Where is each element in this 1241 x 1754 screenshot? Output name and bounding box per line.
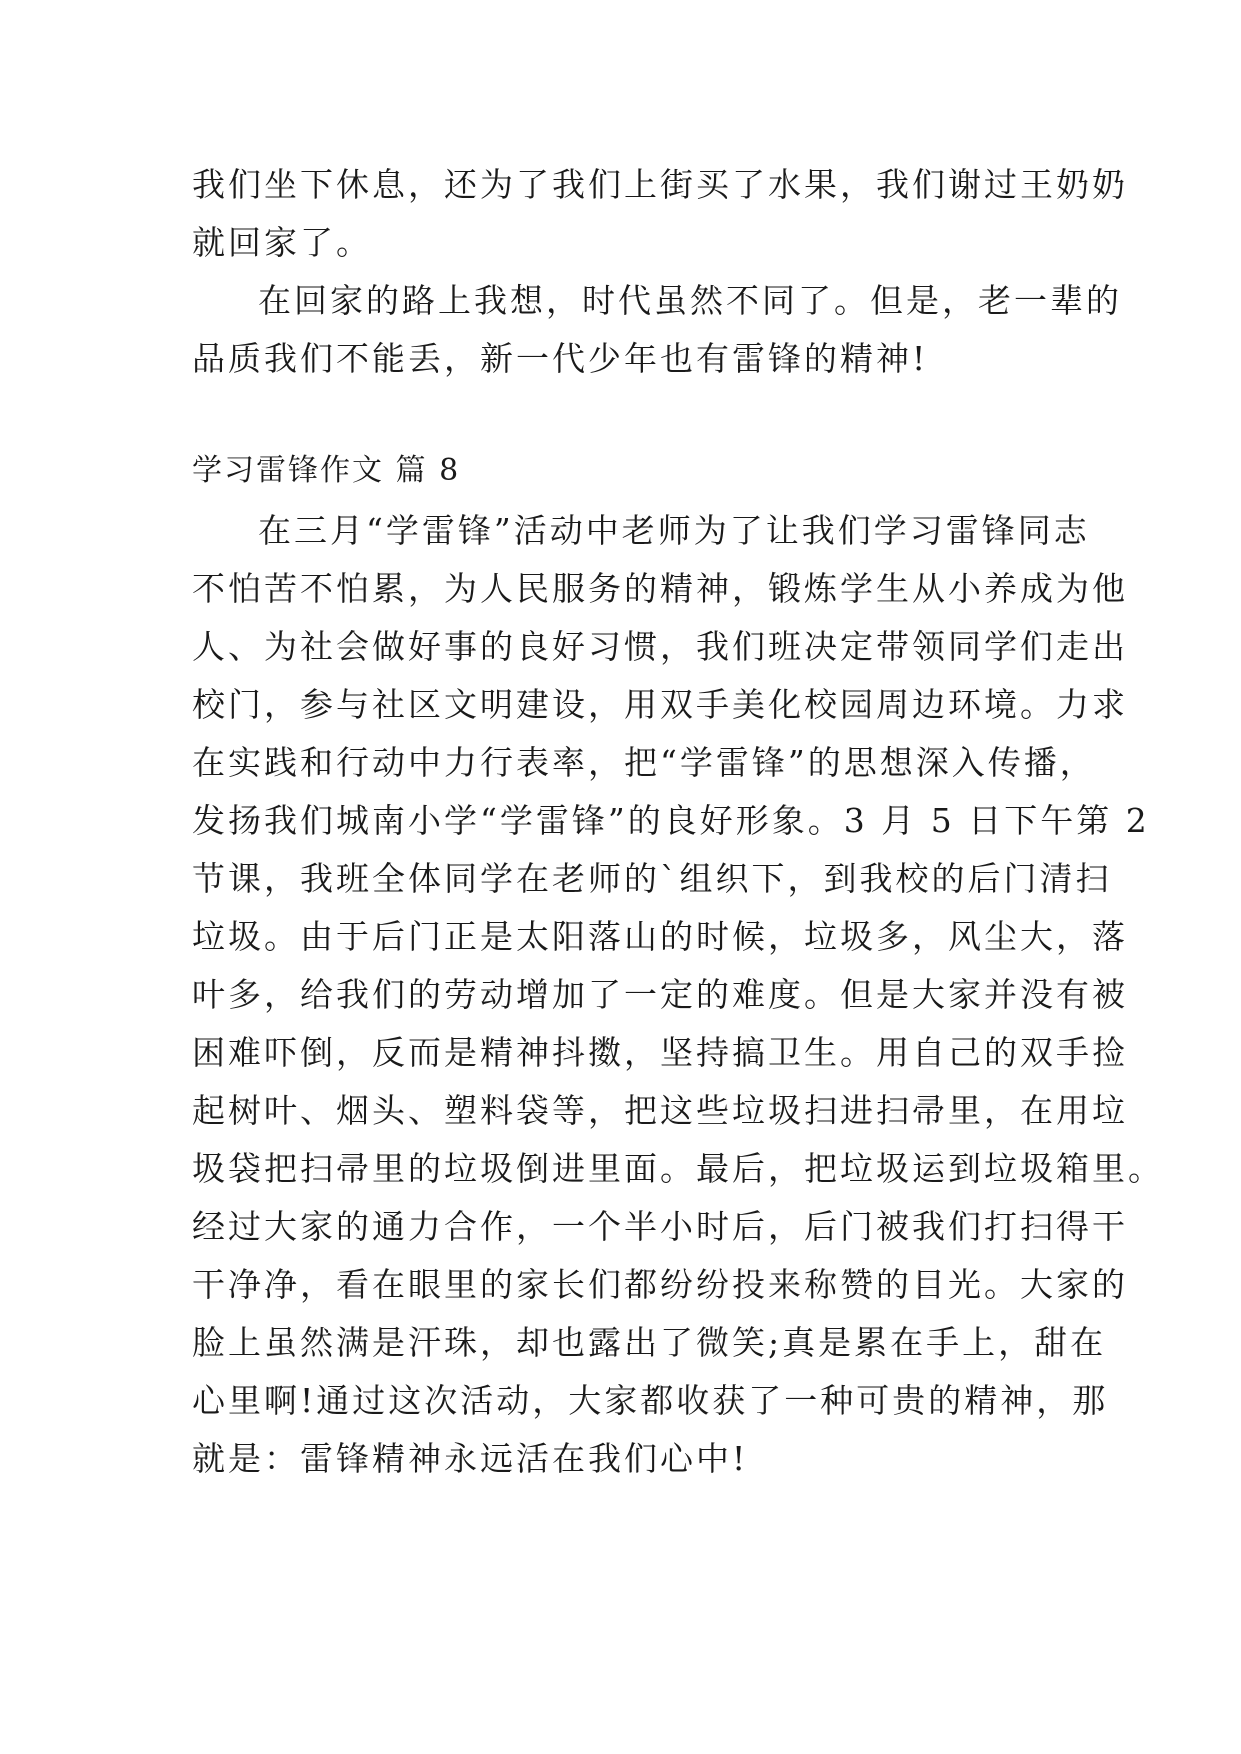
text-line: 我们坐下休息，还为了我们上街买了水果，我们谢过王奶奶 bbox=[192, 165, 1128, 204]
section-heading: 学习雷锋作文 篇 8 bbox=[192, 453, 461, 488]
section-spacer bbox=[192, 388, 1058, 442]
text-line: 叶多，给我们的劳动增加了一定的难度。但是大家并没有被 bbox=[192, 975, 1128, 1014]
text-line: 起树叶、烟头、塑料袋等，把这些垃圾扫进扫帚里，在用垃 bbox=[192, 1091, 1128, 1130]
paragraph-essay bbox=[192, 502, 1164, 1488]
text-line: 圾袋把扫帚里的垃圾倒进里面。最后，把垃圾运到垃圾箱里。 bbox=[192, 1149, 1164, 1188]
text-line: 经过大家的通力合作，一个半小时后，后门被我们打扫得干 bbox=[192, 1207, 1128, 1246]
text-line: 在实践和行动中力行表率，把“学雷锋”的思想深入传播， bbox=[192, 743, 1096, 782]
text-line: 不怕苦不怕累，为人民服务的精神，锻炼学生从小养成为他 bbox=[192, 569, 1128, 608]
text-line: 垃圾。由于后门正是太阳落山的时候，垃圾多，风尘大，落 bbox=[192, 917, 1128, 956]
text-line: 人、为社会做好事的良好习惯，我们班决定带领同学们走出 bbox=[192, 627, 1128, 666]
text-line: 困难吓倒，反而是精神抖擞，坚持搞卫生。用自己的双手捡 bbox=[192, 1033, 1128, 1072]
paragraph-intro bbox=[192, 156, 1128, 272]
text-line: 心里啊!通过这次活动，大家都收获了一种可贵的精神，那 bbox=[192, 1381, 1109, 1420]
document-body bbox=[192, 156, 1164, 1488]
paragraph-reflection bbox=[192, 272, 1122, 388]
text-line: 就回家了。 bbox=[192, 223, 372, 262]
text-line: 校门，参与社区文明建设，用双手美化校园周边环境。力求 bbox=[192, 685, 1128, 724]
text-line: 脸上虽然满是汗珠，却也露出了微笑;真是累在手上，甜在 bbox=[192, 1323, 1107, 1362]
text-line: 节课，我班全体同学在老师的`组织下，到我校的后门清扫 bbox=[192, 859, 1112, 898]
text-line: 干净净，看在眼里的家长们都纷纷投来称赞的目光。大家的 bbox=[192, 1265, 1128, 1304]
text-line: 就是：雷锋精神永远活在我们心中! bbox=[192, 1439, 749, 1478]
text-line: 在三月“学雷锋”活动中老师为了让我们学习雷锋同志 bbox=[258, 511, 1090, 550]
text-line: 发扬我们城南小学“学雷锋”的良好形象。3 月 5 日下午第 2 bbox=[192, 801, 1150, 840]
text-line: 在回家的路上我想，时代虽然不同了。但是，老一辈的 bbox=[258, 281, 1122, 320]
text-line: 品质我们不能丢，新一代少年也有雷锋的精神! bbox=[192, 339, 929, 378]
